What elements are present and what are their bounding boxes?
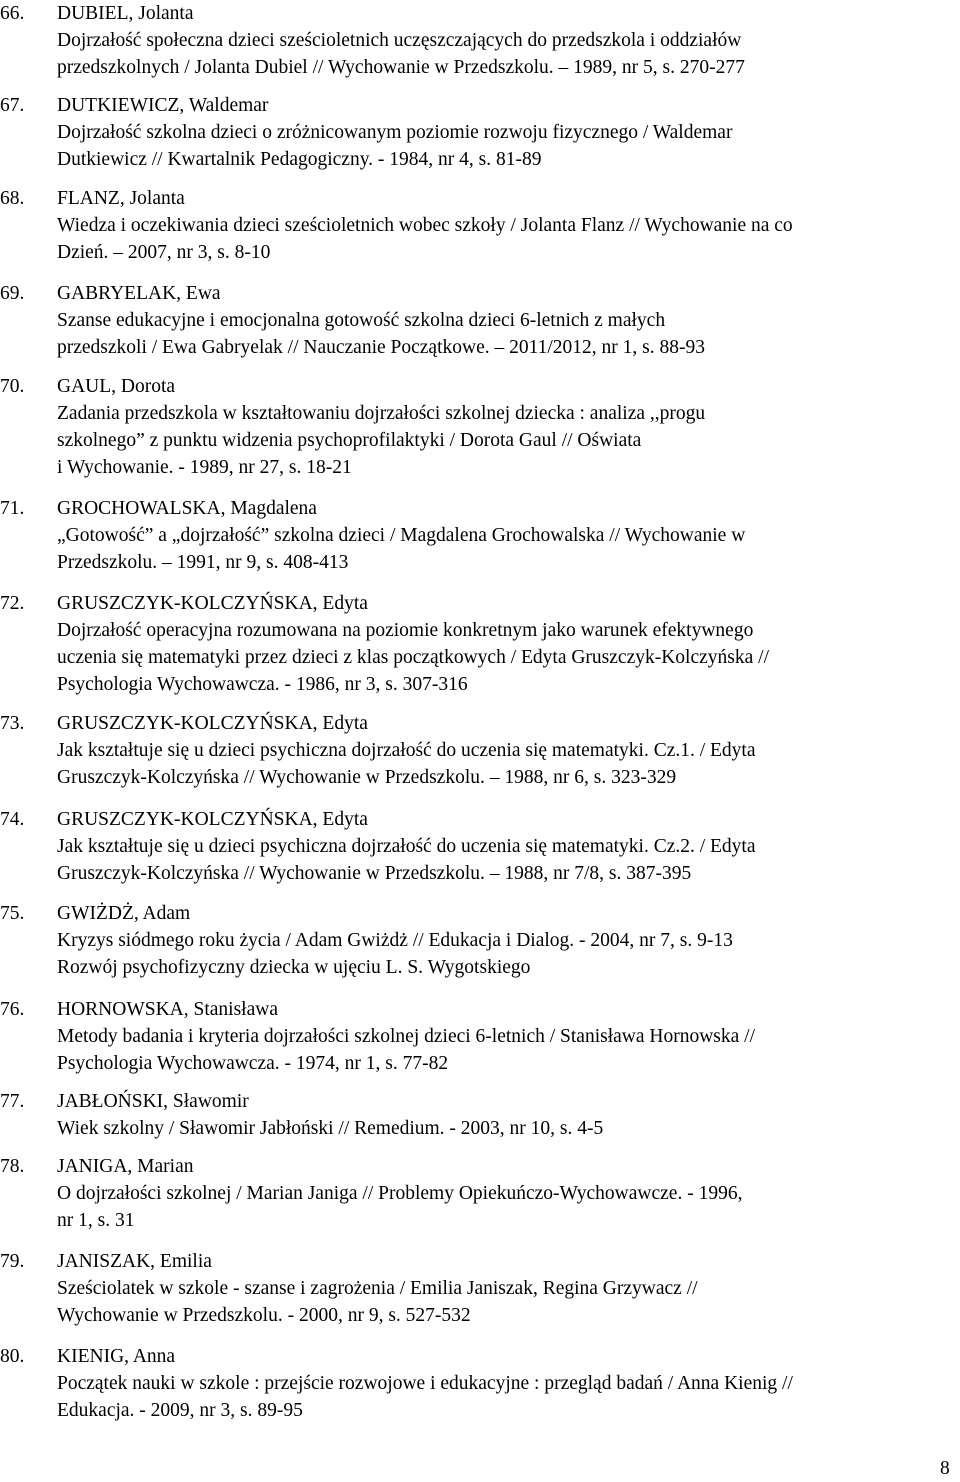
entry-text — [57, 0, 957, 81]
entry-citation-line: Wiek szkolny / Sławomir Jabłoński // Remedium. - 2003, nr 10, s. 4-5 — [57, 1118, 604, 1139]
entry-number: 73. — [0, 713, 25, 734]
entry-citation-line: Dojrzałość operacyjna rozumowana na poziomie konkretnym jako warunek efektywnego — [57, 620, 754, 641]
entry-citation-line: Zadania przedszkola w kształtowaniu dojrzałości szkolnej dziecka : analiza ,,progu — [57, 403, 706, 424]
entry-author: KIENIG, Anna — [57, 1346, 176, 1367]
entry-citation-line: Psychologia Wychowawcza. - 1986, nr 3, s. 307-316 — [57, 674, 468, 695]
entry-text — [57, 710, 957, 791]
entry-number: 70. — [0, 376, 25, 397]
entry-author: JANISZAK, Emilia — [57, 1251, 212, 1272]
entry-citation-line: Przedszkolu. – 1991, nr 9, s. 408-413 — [57, 552, 349, 573]
entry-author: GRUSZCZYK-KOLCZYŃSKA, Edyta — [57, 713, 368, 734]
entry-number: 80. — [0, 1346, 25, 1367]
entry-citation-line: Gruszczyk-Kolczyńska // Wychowanie w Przedszkolu. – 1988, nr 7/8, s. 387-395 — [57, 863, 692, 884]
entry-author: GAUL, Dorota — [57, 376, 176, 397]
entry-text — [57, 1153, 957, 1234]
entry-author: GRUSZCZYK-KOLCZYŃSKA, Edyta — [57, 809, 368, 830]
entry-number: 77. — [0, 1091, 25, 1112]
entry-author: GWIŻDŻ, Adam — [57, 903, 191, 924]
entry-text — [57, 495, 957, 576]
entry-citation-line: uczenia się matematyki przez dzieci z klas początkowych / Edyta Gruszczyk-Kolczyńska // — [57, 647, 769, 668]
entry-number: 67. — [0, 95, 25, 116]
page-number: 8 — [940, 1458, 950, 1479]
entry-text — [57, 280, 957, 361]
entry-text — [57, 590, 957, 698]
entry-text — [57, 1088, 957, 1142]
entry-citation-line: Wiedza i oczekiwania dzieci sześcioletnich wobec szkoły / Jolanta Flanz // Wychowanie na co — [57, 215, 793, 236]
entry-author: DUTKIEWICZ, Waldemar — [57, 95, 269, 116]
entry-number: 66. — [0, 3, 25, 24]
entry-citation-line: Szanse edukacyjne i emocjonalna gotowość szkolna dzieci 6-letnich z małych — [57, 310, 666, 331]
entry-citation-line: Rozwój psychofizyczny dziecka w ujęciu L. S. Wygotskiego — [57, 957, 531, 978]
entry-citation-line: Jak kształtuje się u dzieci psychiczna dojrzałość do uczenia się matematyki. Cz.2. / Edyta — [57, 836, 756, 857]
entry-number: 79. — [0, 1251, 25, 1272]
entry-citation-line: przedszkolnych / Jolanta Dubiel // Wychowanie w Przedszkolu. – 1989, nr 5, s. 270-277 — [57, 57, 745, 78]
entry-citation-line: Metody badania i kryteria dojrzałości szkolnej dzieci 6-letnich / Stanisława Hornowska // — [57, 1026, 756, 1047]
entry-citation-line: Początek nauki w szkole : przejście rozwojowe i edukacyjne : przegląd badań / Anna Kienig // — [57, 1373, 793, 1394]
entry-number: 74. — [0, 809, 25, 830]
entry-citation-line: Psychologia Wychowawcza. - 1974, nr 1, s. 77-82 — [57, 1053, 449, 1074]
entry-text — [57, 92, 957, 173]
entry-citation-line: O dojrzałości szkolnej / Marian Janiga // Problemy Opiekuńczo-Wychowawcze. - 1996, — [57, 1183, 743, 1204]
entry-author: FLANZ, Jolanta — [57, 188, 185, 209]
entry-citation-line: Gruszczyk-Kolczyńska // Wychowanie w Przedszkolu. – 1988, nr 6, s. 323-329 — [57, 767, 677, 788]
entry-number: 71. — [0, 498, 25, 519]
entry-citation-line: Dzień. – 2007, nr 3, s. 8-10 — [57, 242, 271, 263]
entry-citation-line: szkolnego” z punktu widzenia psychoprofilaktyki / Dorota Gaul // Oświata — [57, 430, 642, 451]
entry-citation-line: Dutkiewicz // Kwartalnik Pedagogiczny. - 1984, nr 4, s. 81-89 — [57, 149, 542, 170]
entry-author: GABRYELAK, Ewa — [57, 283, 221, 304]
entry-number: 68. — [0, 188, 25, 209]
entry-author: JABŁOŃSKI, Sławomir — [57, 1091, 249, 1112]
entry-citation-line: i Wychowanie. - 1989, nr 27, s. 18-21 — [57, 457, 352, 478]
entry-text — [57, 806, 957, 887]
entry-text — [57, 373, 957, 481]
entry-citation-line: Dojrzałość społeczna dzieci sześcioletnich uczęszczających do przedszkola i oddziałów — [57, 30, 742, 51]
entry-author: JANIGA, Marian — [57, 1156, 194, 1177]
entry-citation-line: Dojrzałość szkolna dzieci o zróżnicowanym poziomie rozwoju fizycznego / Waldemar — [57, 122, 733, 143]
entry-citation-line: „Gotowość” a „dojrzałość” szkolna dzieci / Magdalena Grochowalska // Wychowanie w — [57, 525, 746, 546]
entry-citation-line: Jak kształtuje się u dzieci psychiczna dojrzałość do uczenia się matematyki. Cz.1. / Edyta — [57, 740, 756, 761]
entry-author: HORNOWSKA, Stanisława — [57, 999, 278, 1020]
entry-number: 69. — [0, 283, 25, 304]
entry-citation-line: przedszkoli / Ewa Gabryelak // Nauczanie Początkowe. – 2011/2012, nr 1, s. 88-93 — [57, 337, 706, 358]
entry-number: 75. — [0, 903, 25, 924]
entry-citation-line: nr 1, s. 31 — [57, 1210, 135, 1231]
entry-text — [57, 185, 957, 266]
entry-text — [57, 1248, 957, 1329]
entry-text — [57, 1343, 957, 1424]
entry-text — [57, 900, 957, 981]
entry-citation-line: Kryzys siódmego roku życia / Adam Gwiżdż // Edukacja i Dialog. - 2004, nr 7, s. 9-13 — [57, 930, 733, 951]
entry-number: 76. — [0, 999, 25, 1020]
entry-citation-line: Sześciolatek w szkole - szanse i zagrożenia / Emilia Janiszak, Regina Grzywacz // — [57, 1278, 698, 1299]
entry-author: GROCHOWALSKA, Magdalena — [57, 498, 317, 519]
entry-text — [57, 996, 957, 1077]
entry-citation-line: Wychowanie w Przedszkolu. - 2000, nr 9, s. 527-532 — [57, 1305, 471, 1326]
entry-citation-line: Edukacja. - 2009, nr 3, s. 89-95 — [57, 1400, 303, 1421]
entry-number: 72. — [0, 593, 25, 614]
entry-author: GRUSZCZYK-KOLCZYŃSKA, Edyta — [57, 593, 368, 614]
entry-author: DUBIEL, Jolanta — [57, 3, 194, 24]
entry-number: 78. — [0, 1156, 25, 1177]
